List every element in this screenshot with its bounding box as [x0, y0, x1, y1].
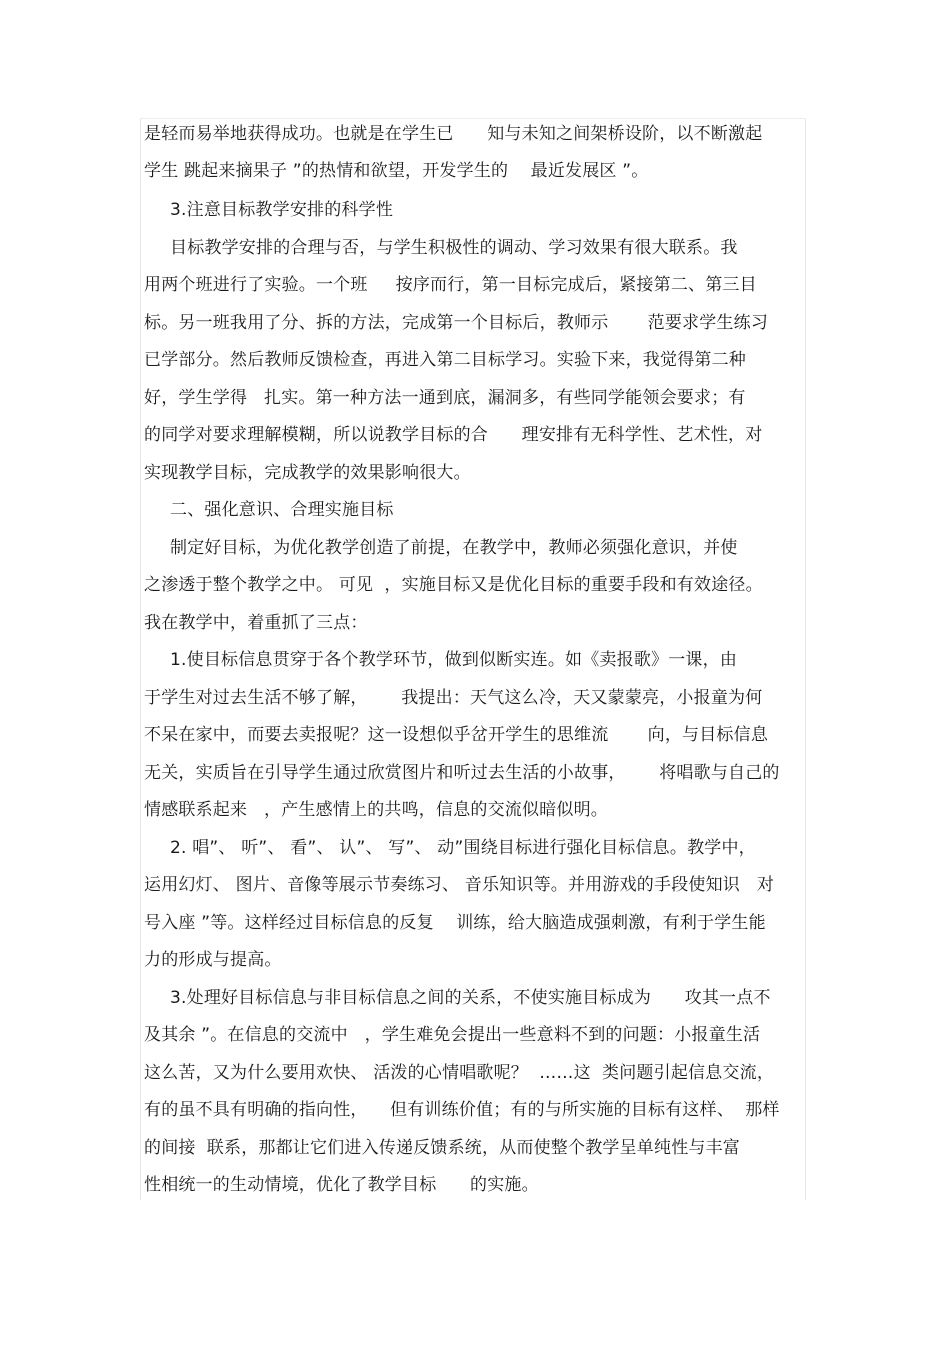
section-heading: 3.注意目标教学安排的科学性	[170, 200, 394, 220]
text-line: 的同学对要求理解模糊，所以说教学目标的合 理安排有无科学性、艺术性，对	[144, 425, 763, 445]
text-line: 的间接 联系，那都让它们进入传递反馈系统，从而使整个教学呈单纯性与丰富	[144, 1138, 741, 1158]
text-line: 目标教学安排的合理与否，与学生积极性的调动、学习效果有很大联系。我	[170, 238, 738, 258]
text-line: 运用幻灯、 图片、音像等展示节奏练习、 音乐知识等。并用游戏的手段使知识 对	[144, 875, 775, 895]
text-line: 标。另一班我用了分、拆的方法，完成第一个目标后，教师示 范要求学生练习	[144, 313, 769, 333]
text-line: 2. 唱”、 听”、 看”、 认”、 写”、 动”围绕目标进行强化目标信息。教学中，	[170, 838, 756, 858]
text-line: 这么苦，又为什么要用欢快、 活泼的心情唱歌呢？ ……这 类问题引起信息交流，	[144, 1063, 775, 1083]
text-line: 之渗透于整个教学之中。 可见 ，实施目标又是优化目标的重要手段和有效途径。	[144, 575, 763, 595]
text-line: 实现教学目标，完成教学的效果影响很大。	[144, 463, 471, 483]
text-line: 制定好目标，为优化教学创造了前提，在教学中，教师必须强化意识，并使	[170, 538, 738, 558]
text-line: 于学生对过去生活不够了解， 我提出：天气这么冷，天又蒙蒙亮，小报童为何	[144, 688, 763, 708]
text-line: 学生 跳起来摘果子 ”的热情和欲望，开发学生的 最近发展区 ”。	[144, 161, 649, 181]
text-line: 无关，实质旨在引导学生通过欣赏图片和听过去生活的小故事， 将唱歌与自己的	[144, 763, 780, 783]
text-line: 有的虽不具有明确的指向性， 但有训练价值；有的与所实施的目标有这样、 那样	[144, 1100, 780, 1120]
text-line: 号入座 ”等。这样经过目标信息的反复 训练，给大脑造成强刺激，有利于学生能	[144, 913, 766, 933]
text-line: 性相统一的生动情境，优化了教学目标 的实施。	[144, 1175, 539, 1195]
text-line: 是轻而易举地获得成功。也就是在学生已 知与未知之间架桥设阶，以不断激起	[144, 124, 763, 144]
text-line: 力的形成与提高。	[144, 950, 282, 970]
section-heading: 二、强化意识、合理实施目标	[170, 500, 394, 520]
text-line: 3.处理好目标信息与非目标信息之间的关系，不使实施目标成为 攻其一点不	[170, 988, 771, 1008]
text-line: 用两个班进行了实验。一个班 按序而行，第一目标完成后，紧接第二、第三目	[144, 275, 757, 295]
text-line: 1.使目标信息贯穿于各个教学环节，做到似断实连。如《卖报歌》一课，由	[170, 650, 738, 670]
text-line: 我在教学中，着重抓了三点：	[144, 613, 368, 633]
text-line: 已学部分。然后教师反馈检查，再进入第二目标学习。实验下来，我觉得第二种	[144, 350, 746, 370]
text-line: 情感联系起来 ，产生感情上的共鸣，信息的交流似暗似明。	[144, 800, 609, 820]
text-line: 及其余 ”。在信息的交流中 ，学生难免会提出一些意料不到的问题：小报童生活	[144, 1025, 761, 1045]
text-line: 好，学生学得 扎实。第一种方法一通到底，漏洞多，有些同学能领会要求；有	[144, 388, 746, 408]
text-line: 不呆在家中，而要去卖报呢？这一设想似乎岔开学生的思维流 向，与目标信息	[144, 725, 769, 745]
